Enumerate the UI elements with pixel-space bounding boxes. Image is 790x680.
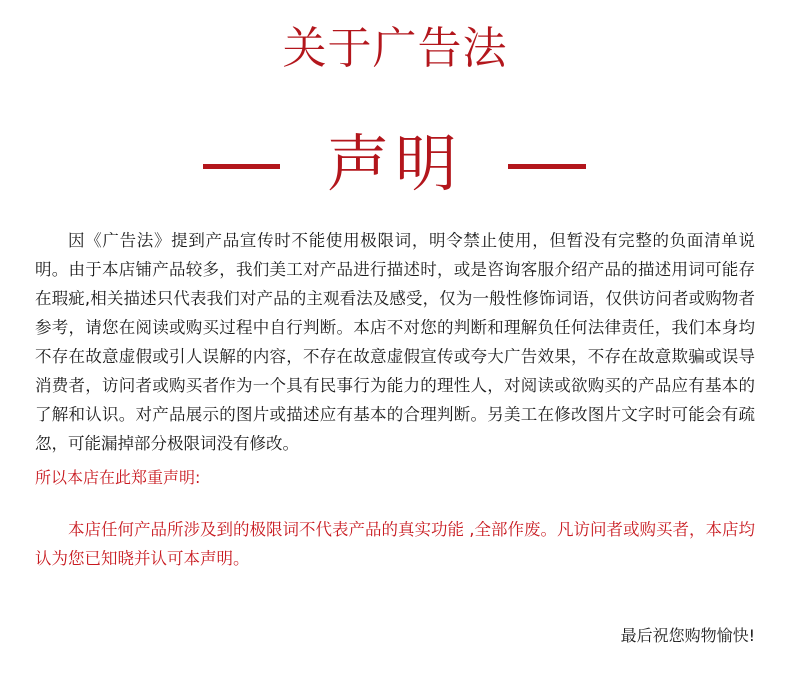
page-subtitle: 声明 <box>326 127 463 200</box>
declaration-heading: 所以本店在此郑重声明: <box>35 468 201 487</box>
right-dash-decoration <box>508 164 586 169</box>
subtitle-row <box>0 118 790 208</box>
declaration-body: 本店任何产品所涉及到的极限词不代表产品的真实功能 ,全部作废。凡访问者或购买者，本店均认为您已知晓并认可本声明。 <box>35 520 755 568</box>
page-title: 关于广告法 <box>282 23 508 74</box>
body-paragraph: 因《广告法》提到产品宣传时不能使用极限词，明令禁止使用，但暂没有完整的负面清单说明。由于本店铺产品较多，我们美工对产品进行描述时，或是咨询客服介绍产品的描述用词可能存在瑕疵,相关描述只代表我们对产品的主观看法及感受，仅为一般性修饰词语，仅供访问者或购物者参考，请您在阅读或购买过程中自行判断。本店不对您的判断和理解负任何法律责任，我们本身均不存在故意虚假或引人误解的内容，不存在故意虚假宣传或夸大广告效果，不存在故意欺骗或误导消费者，访问者或购买者作为一个具有民事行为能力的理性人，对阅读或欲购买的产品应有基本的了解和认识。对产品展示的图片或描述应有基本的合理判断。另美工在修改图片文字时可能会有疏忽，可能漏掉部分极限词没有修改。 <box>35 231 755 453</box>
closing-note: 最后祝您购物愉快! <box>620 626 755 645</box>
